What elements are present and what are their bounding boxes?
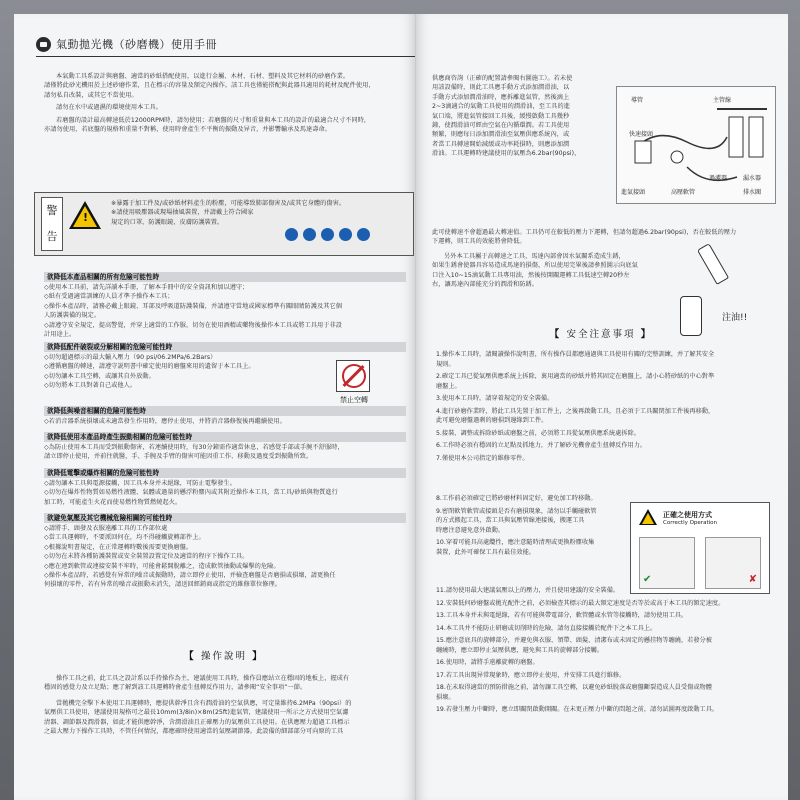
text-line: 如果生銹會使器具容易造成馬達的損傷，所以使用完畢後請參照圖示向底氣 — [432, 262, 638, 270]
warning-text — [111, 199, 411, 227]
warning-line: 規定的口罩、防護眼鏡、皮膚防護裝置。 — [111, 218, 224, 226]
text-line: 用該設備時，則此工具應手動方式添加潤滑油，以 — [432, 84, 570, 92]
text-line: 右，讓馬達內部能充分的潤滑和防銹。 — [432, 281, 539, 289]
section-item: ◇當工具運轉時，不要派回何在，均不得碰觸旋轉部件上。 — [44, 534, 205, 542]
diagram-label-drain: 漏水器 — [743, 175, 762, 182]
section-item: ◇請遵守安全規定，提高警覺，并穿上適當的工作服，切勿在使用酒精或藥物後操作本工具或將工具用于非設 — [44, 321, 342, 329]
section-title: 欲降低配件破裂或分解相關的危險可能性時 — [44, 342, 406, 352]
section-item: ◇應在連到軟管或連接安裝不牢時，可能會鬆開脫離之，造成軟管抽動或爆擊的危險。 — [44, 562, 280, 570]
section-item: ◇切勿在未將各種防護裝置或安全裝置設置定位及適當的程序下操作工具。 — [44, 553, 249, 561]
manual-title: 氣動拋光機（砂磨機）使用手冊 — [56, 38, 217, 51]
helmet-icon — [357, 228, 370, 241]
safety-item: 1.操作本工具時，請閱讀操作說明書，所有操作員都應通過與工具使用有關的完整訓練，并了解其安全 — [436, 351, 715, 358]
operation-line: 穩固的感覺力及立足點；應了解到該工具運轉時會產生扭轉反作用力，請參閱“安全事項”一節。 — [44, 684, 307, 692]
lubrication-text-wide — [432, 228, 777, 247]
oiling-label: 注油!! — [722, 313, 748, 323]
section-item: ◇請將手、頭發及衣服遠離工具的工作部位處 — [44, 525, 168, 532]
safety-item: 3.使用本工具時，請穿着規定的安全裝備。 — [436, 395, 554, 402]
section-body — [44, 479, 406, 507]
safety-item: 時應注意避免意外啟動。 — [436, 526, 505, 534]
section-item: 請立即停止使用，并前往就醫，手、手腕及手臂的傷害可能因重工作、移動及過度受到振動所致。 — [44, 453, 313, 461]
section-item: 加工時，可能產生火花而使易燃性物質燃燒起火。 — [44, 498, 182, 506]
safety-item: 規則。 — [436, 360, 455, 368]
diagram-label-drain-valve: 排水閥 — [743, 189, 762, 196]
safety-title: 【 安全注意事項 】 — [549, 329, 653, 340]
section-body — [44, 524, 406, 590]
section-item: 何損壞的零件，若有异常的噪音或振動未消失，請送回經銷商或指定的維修單位修理。 — [44, 581, 282, 589]
section-item: 計用途上。 — [44, 331, 76, 339]
safety-item: 14.本工具并不能防止研磨或切削時的危險，請勿直接接觸於配件下之本工具上。 — [436, 624, 657, 632]
diagram-label-intake-coupler: 進氣接頭 — [621, 189, 646, 196]
safety-item: 此可避免磨盤過剩的磨損到邊緣到工件。 — [436, 417, 548, 424]
section-item: ◇請勿讓本工具與電源接觸，因工具本身并未絕緣，可防止電擊發生。 — [44, 480, 236, 487]
gloves-icon — [321, 228, 334, 241]
warning-line: ※請使用吸塵器或現場抽風裝置，并請戴上符合國家 — [111, 209, 254, 217]
section-body — [44, 283, 406, 339]
intro-line: 請勿私自改裝，或其它不當使用。 — [44, 91, 138, 99]
cross-icon: ✘ — [748, 574, 757, 585]
section-body — [44, 417, 406, 426]
air-supply-diagram — [616, 86, 776, 204]
right-page — [416, 14, 788, 800]
text-line: 2~3滴適合的氣動工具使用的潤滑油，至工具的進 — [432, 103, 570, 111]
operation-text — [44, 674, 406, 736]
intro-line: 亦請勿使用，若底盤的規格和重量不對稱，使用時會產生不平衡的振動及异音，并影響輸承及馬達壽命。 — [44, 126, 331, 134]
diagram-label-filter: 過濾器 — [709, 175, 728, 182]
section-body — [44, 443, 406, 462]
safety-item: 6.工作時必須有穩固的立足點及抓地力，并了解砂光機會產生扭轉反作用力。 — [436, 442, 647, 449]
section-item: ◇使用本工具前，請先詳讀本手冊，了解本手冊中的安全資訊和加以遵守； — [44, 284, 249, 291]
safety-list-bottom — [436, 586, 776, 715]
book-icon — [36, 37, 51, 52]
section-item: ◇切勿讓本工具空轉，或讓其自外放動。 — [44, 372, 155, 380]
operation-title: 【 操作說明 】 — [184, 651, 264, 662]
tool-inlet-icon — [680, 296, 702, 336]
safety-list-narrow — [436, 494, 626, 557]
section-item: ◇操作本產品時，請務必戴上眼鏡、耳部及呼吸道防護裝備，并請遵守當地或國家標準有關眼睛防護及其它個 — [44, 302, 342, 310]
safety-item: 磨盤上。 — [436, 382, 461, 390]
section-title: 欲降低與噪音相關的危險可能性時 — [44, 406, 406, 416]
operation-line: 清器、調節器及潤滑器，如此才能供應幹淨，含潤滑油且正確壓力的氣壓供工具使用。在供應壓力超過工具標示 — [44, 718, 350, 726]
safety-item: 15.應注意底具的旋轉部分，并避免與衣服、領帶、頭髮、清潔布或未固定的懸挂物等纏繞，若發分被 — [436, 637, 712, 644]
safety-item: 的方式搬起工具，當工具與氣壓管線連接後，搬運工具 — [436, 517, 585, 524]
safety-item: 8.工作前必須確定已將砂磨材料固定好，避免加工時移動。 — [436, 495, 597, 502]
section-item: ◇切勿在爆炸性物質如易燃性液體、氣體或過量的懸浮粉塵內或其附近操作本工具，當工具/砂紙與物質進行 — [44, 489, 338, 497]
warning-label: 警告 — [41, 197, 63, 251]
intro-text — [44, 72, 406, 134]
text-line: 鐘，使潤滑油可經由空氣在內循環潤。若工具使用 — [432, 122, 570, 130]
text-line: 者當工具轉速開始減緩或功率耗損時，則應添加潤 — [432, 140, 570, 148]
diagram-label-quick-coupler: 快速接頭 — [629, 131, 654, 138]
diagram-label-hose: 導管 — [631, 97, 644, 104]
section-item: ◇為防止使用本工具而受到振動傷害，若連續使用時，每30分鐘需作適當休息，若感覺手部或手腕不舒服時， — [44, 444, 344, 451]
no-idle-run-icon — [336, 360, 370, 392]
operation-line: 操作工具之前，此工具之設計系以手持操作為主，建議使用工具時，操作員應站立在穩固的地板上，握成有 — [56, 675, 350, 682]
left-page — [14, 14, 416, 800]
safety-item: 19.若發生壓力中斷時，應立即關閉啟動開關。在未更正壓力中斷的問題之前，請勿試圖再度啟動工具。 — [436, 706, 719, 713]
safety-item: 裝置，此外可確保工具有最佳效能。 — [436, 548, 535, 556]
check-icon: ✔ — [643, 574, 652, 585]
section-title: 欲降低本產品相關的所有危險可能性時 — [44, 272, 406, 282]
correct-operation-subtitle: Correctly Operation — [663, 520, 717, 526]
safety-item: 7.僅使用本公司指定的維修零件。 — [436, 454, 529, 462]
safety-item: 12.安裝低何砂磨盤或拋光配件之前，必須檢查其標示的最大額定速度是否等於或高于本工具的額定速度。 — [436, 599, 725, 607]
text-line: 手動方式添加潤滑油時，應拆離進氣管，然後滴上 — [432, 93, 570, 101]
safety-item: 損壞。 — [436, 693, 455, 701]
intro-line: 本氣動工具系設計與磨盤、適當的砂紙搭配使用，以進行金屬、木材、石材、塑料及其它材料的砂磨作業。 — [56, 73, 350, 80]
diagram-label-high-pressure-hose: 高壓軟管 — [671, 189, 696, 196]
text-line: 滑油。工具運轉時建議使用的氣壓為6.2bar(90psi)， — [432, 150, 581, 158]
exclamation-icon: ! — [83, 211, 89, 224]
oil-bottle-icon — [697, 243, 729, 285]
lubrication-text — [432, 74, 614, 159]
text-line: 另外本工具屬于高轉速之工具，馬達內部會因水氣關系造成生銹， — [444, 253, 625, 260]
oiling-text — [432, 252, 677, 290]
section-item: 人防護裝備的規定。 — [44, 312, 101, 320]
safety-item: 13.工具本身并未與電絕緣，若有可能與帶電部分，軟管體或水管等接觸時，請勿使用工具。 — [436, 612, 688, 619]
incorrect-usage-illustration — [705, 537, 761, 589]
section-item: ◇操作本產品時，若感覺有异常的噪音或振動時，請立即停止使用，并檢查磨盤是否磨損或損壞，請更換任 — [44, 572, 336, 580]
text-line: 口注入10~15滴氣動工具專用油，然後按開關運轉工具低速空轉20秒左 — [432, 271, 630, 279]
warning-box — [34, 192, 414, 256]
goggles-icon — [303, 228, 316, 241]
text-line: 此可使轉速不會超過最大轉速值。工具仍可在較低的壓力下運轉，但請勿超過6.2bar(90psi)，否在較低的壓力 — [432, 229, 737, 236]
safety-item: 10.穿着可能具高處纜性，應注意隨時清理或更換粉塵收集 — [436, 539, 595, 546]
intro-line: 請僅將此砂光機用於上述砂磨作業，且在標示的容量及額定內操作。該工具也僅能搭配與此器具適用的耗材及配件使用， — [44, 82, 375, 90]
text-line: 供應商咨詢（正確的配置請參閱右圖施工）。若未使 — [432, 75, 573, 82]
correct-usage-illustration — [639, 537, 695, 589]
section-item: ◇根據說明書規定，在正常運轉時數後需要更換磨盤。 — [44, 543, 193, 551]
safety-list — [436, 350, 776, 463]
section-item: ◇切勿將本工具對著自己或他人。 — [44, 382, 137, 390]
safety-item: 纏繞時，應立即停止氣壓供應，避免與工具的旋轉部分接觸。 — [436, 646, 604, 654]
safety-item: 18.在未取得適當的預防措施之前，請勿讓工具空轉，以避免砂紙脫落或磨盤斷裂造成人員受傷或物體 — [436, 684, 712, 691]
text-line: 氣口端，將進氣管接回工具後，緩慢啟動工具幾秒 — [432, 112, 570, 120]
intro-line: 若磨盤的設計最高轉速低於12000RPM時，請勿使用；若磨盤的尺寸和重量與本工具的設計的最適合尺寸不同時， — [56, 116, 371, 124]
section-item: ◇遵循磨盤的轉速，請遵守説明書中確定使用的磨盤來用的遺留于本工具上。 — [44, 363, 255, 371]
header-rule — [36, 56, 416, 57]
safety-item: 16.使用時，請將手遠離旋轉的磨盤。 — [436, 659, 539, 666]
safety-item: 2.確定工具已從氣壓供應系統上拆除，裏用適當的砂紙并將其固定在磨盤上，請小心將砂紙的中心對準 — [436, 373, 715, 380]
safety-item: 17.若工具出現异常現象時，應立即停止使用，并安排工具進行維修。 — [436, 671, 626, 679]
section-title: 欲避免氣壓及其它機械危險相關的可能性時 — [44, 513, 406, 523]
section-body — [44, 353, 334, 391]
safety-item: 11.請勿使用最大建議氣壓以上的壓力，并且使用建議的安全裝備。 — [436, 587, 620, 594]
mask-icon — [285, 228, 298, 241]
safety-item: 4.進行砂磨作業時，將此工具先置于加工件上，之後再啟動工具，且必須于工具關閉加工件後再移動， — [436, 407, 715, 415]
correct-operation-title: 正確之使用方式 — [663, 511, 712, 519]
text-line: 下運轉，則工具的效能將會降低。 — [432, 238, 526, 246]
section-title: 欲降低電擊或爆炸相關的危險可能性時 — [44, 468, 406, 478]
diagram-label-main-line: 主管線 — [713, 97, 732, 104]
text-line: 頻繁，則應每日添加潤滑油至氣壓供應系統內，或 — [432, 131, 570, 139]
section-item: ◇切勿超過標示的最大輸入壓力（90 psi/06.2MPa/6.2Bars） — [44, 354, 217, 361]
section-title: 欲降低使用本產品時產生振動相關的危險可能性時 — [44, 432, 406, 442]
warning-line: ※暴露于加工件及/或砂紙材料產生的粉塵，可能導致肺部傷害及/或其它身體的傷害。 — [111, 200, 346, 207]
safety-item: 5.接裝、調整或拆除砂紙或磨盤之前，必須將工具從氣壓供應系統處拆除。 — [436, 429, 640, 437]
no-idle-run-label: 禁止空轉 — [340, 396, 368, 404]
correct-operation-box — [630, 502, 770, 594]
operation-line: 之最大壓力下操作工具時，不管任何情況，都應確時使用適當的氣壓調節器。此設備的細部部分可向原的工具 — [44, 728, 344, 736]
intro-line: 請勿在水中或過濕的環境使用本工具。 — [56, 104, 163, 112]
section-item: ◇紙有受過適當訓練的人員才準予操作本工具； — [44, 293, 174, 301]
safety-item: 9.密閉軟管軟管或接頭是否有磨損現象，請勿以手觸碰軟管 — [436, 507, 597, 515]
operation-line: 當拋機完全擊下本使用工具運轉時，應提供幹淨且含有潤滑油的空氣供應，可定量維持6.2MPa（90psi）的 — [56, 699, 352, 707]
section-item: ◇若消音器系統損壞或未適當發生作用時，應停止使用，并將消音器修復後再繼續使用。 — [44, 418, 286, 425]
manual-header — [36, 36, 217, 52]
ear-protection-icon — [339, 228, 352, 241]
operation-line: 氣壓供工具使用，建議使用規格可之最長10mm(3/8in)×8m(25ft)進氣管，建議使用一所示之方式使用空氣濾 — [44, 709, 349, 717]
